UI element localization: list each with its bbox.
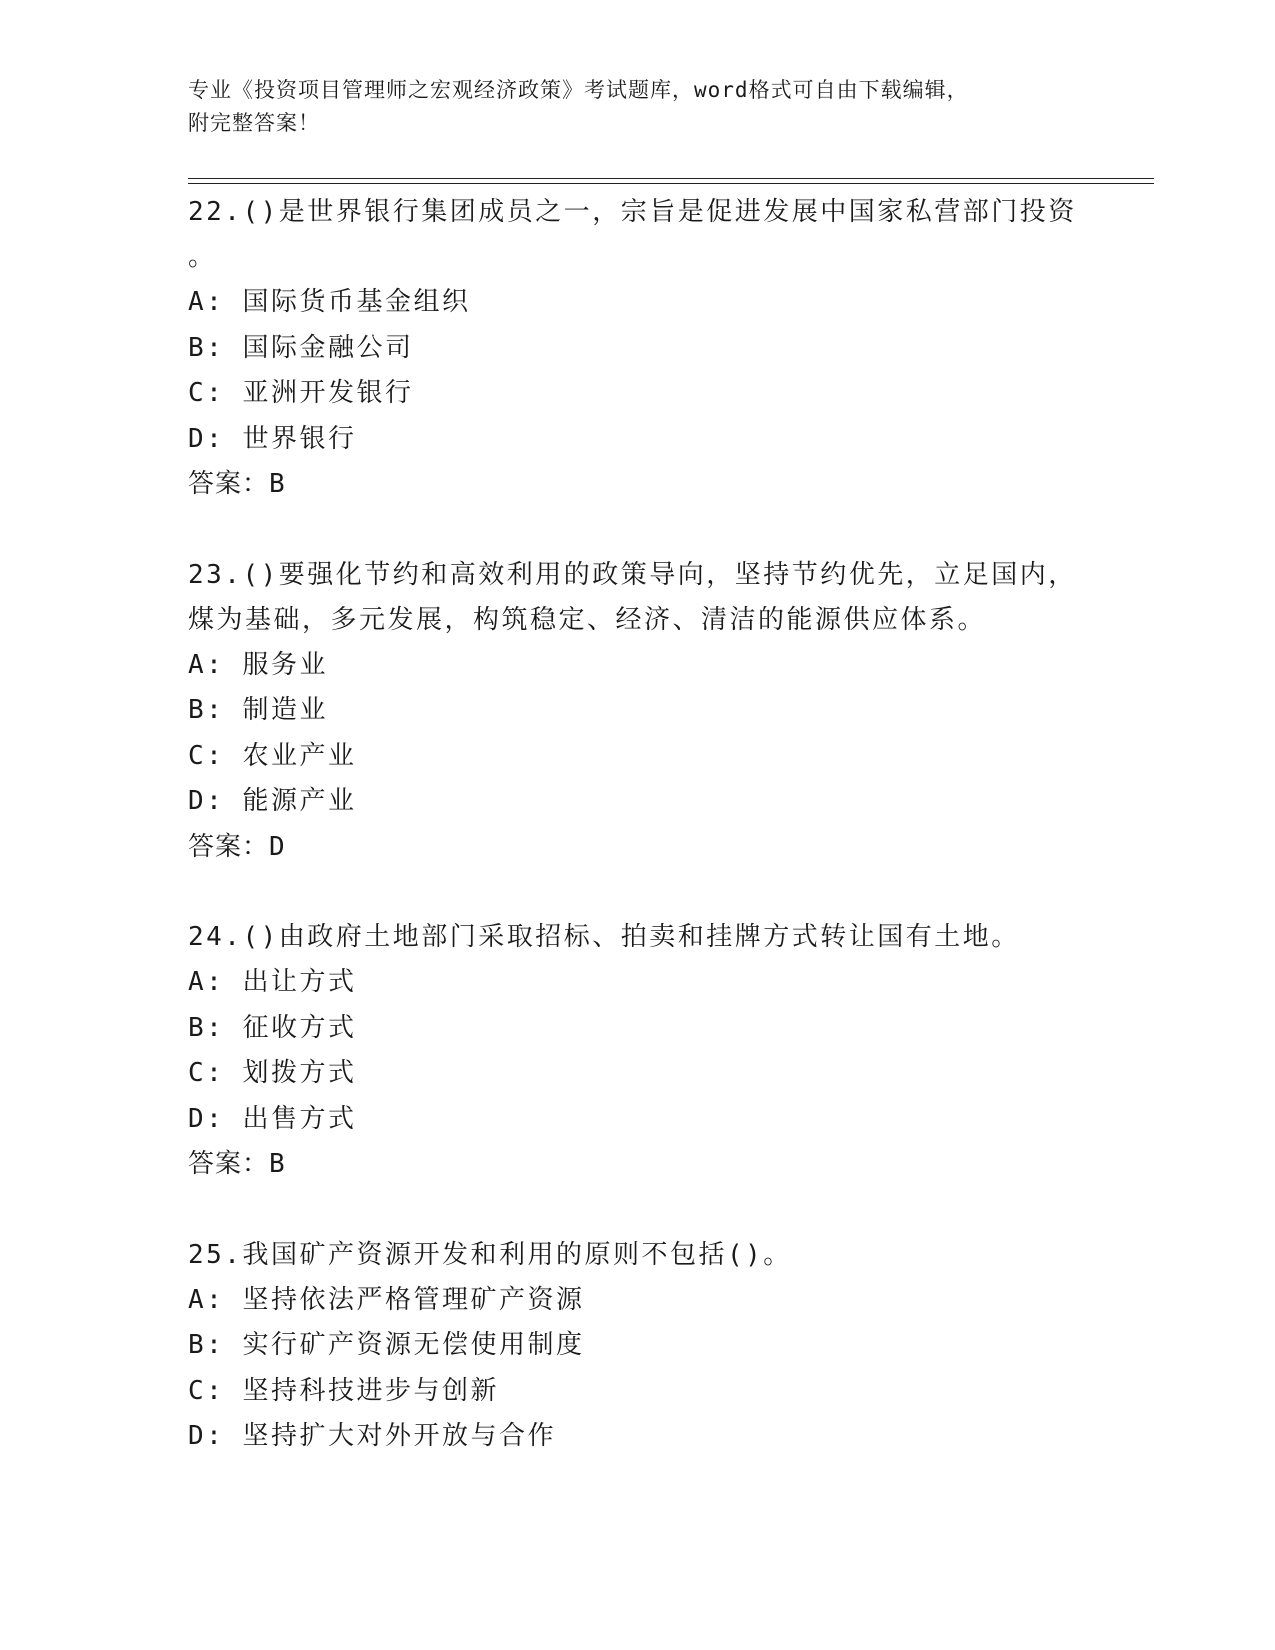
question-25-option-c: C: 坚持科技进步与创新 [188,1375,499,1406]
question-23-option-d: D: 能源产业 [188,786,357,816]
question-25-text-line-1: 25.我国矿产资源开发和利用的原则不包括()。 [188,1239,792,1270]
spacer [188,1188,1088,1233]
question-24-text-line-1: 24.()由政府土地部门采取招标、拍卖和挂牌方式转让国有土地。 [188,922,1020,952]
question-22-option-b: B: 国际金融公司 [188,332,414,363]
header-divider-bottom [188,183,1154,184]
question-22-option-a: A: 国际货币基金组织 [188,287,471,317]
question-23-text-line-1: 23.()要强化节约和高效利用的政策导向，坚持节约优先，立足国内， [188,559,1077,590]
answer-value: B [269,1149,286,1179]
question-22-text-line-1: 22.()是世界银行集团成员之一，宗旨是促进发展中国家私营部门投资 [188,197,1077,227]
question-25-option-d: D: 坚持扩大对外开放与合作 [188,1421,556,1451]
answer-label: 答案： [188,831,270,862]
question-23-answer [188,825,1088,871]
question-24 [188,915,1088,1188]
question-23-option-a: A: 服务业 [188,649,328,680]
question-24-option-d: D: 出售方式 [188,1103,357,1134]
spacer [188,508,1088,553]
question-list [188,190,1088,1460]
answer-label: 答案： [188,469,270,499]
question-22-text-line-2: 。 [188,242,217,272]
document-header [188,74,1088,140]
answer-value: B [269,469,286,499]
question-22 [188,190,1088,508]
question-25-option-b: B: 实行矿产资源无偿使用制度 [188,1330,585,1360]
question-25 [188,1233,1088,1460]
question-22-answer [188,462,1088,508]
answer-value: D [269,831,286,862]
answer-label: 答案： [188,1149,270,1179]
question-25-option-a: A: 坚持依法严格管理矿产资源 [188,1284,585,1315]
question-24-option-a: A: 出让方式 [188,967,357,997]
question-24-option-b: B: 征收方式 [188,1012,357,1043]
question-22-option-c: C: 亚洲开发银行 [188,378,414,408]
question-23-text-line-2: 煤为基础，多元发展，构筑稳定、经济、清洁的能源供应体系。 [188,604,987,635]
spacer [188,870,1088,915]
header-line-2: 附完整答案！ [188,111,320,135]
question-22-option-d: D: 世界银行 [188,423,357,454]
header-divider-top [188,178,1154,179]
question-23-option-b: B: 制造业 [188,695,328,725]
header-line-1: 专业《投资项目管理师之宏观经济政策》考试题库，word格式可自由下载编辑， [188,78,969,102]
question-24-option-c: C: 划拨方式 [188,1058,357,1088]
question-23-option-c: C: 农业产业 [188,740,357,771]
question-23 [188,553,1088,871]
question-24-answer [188,1142,1088,1188]
